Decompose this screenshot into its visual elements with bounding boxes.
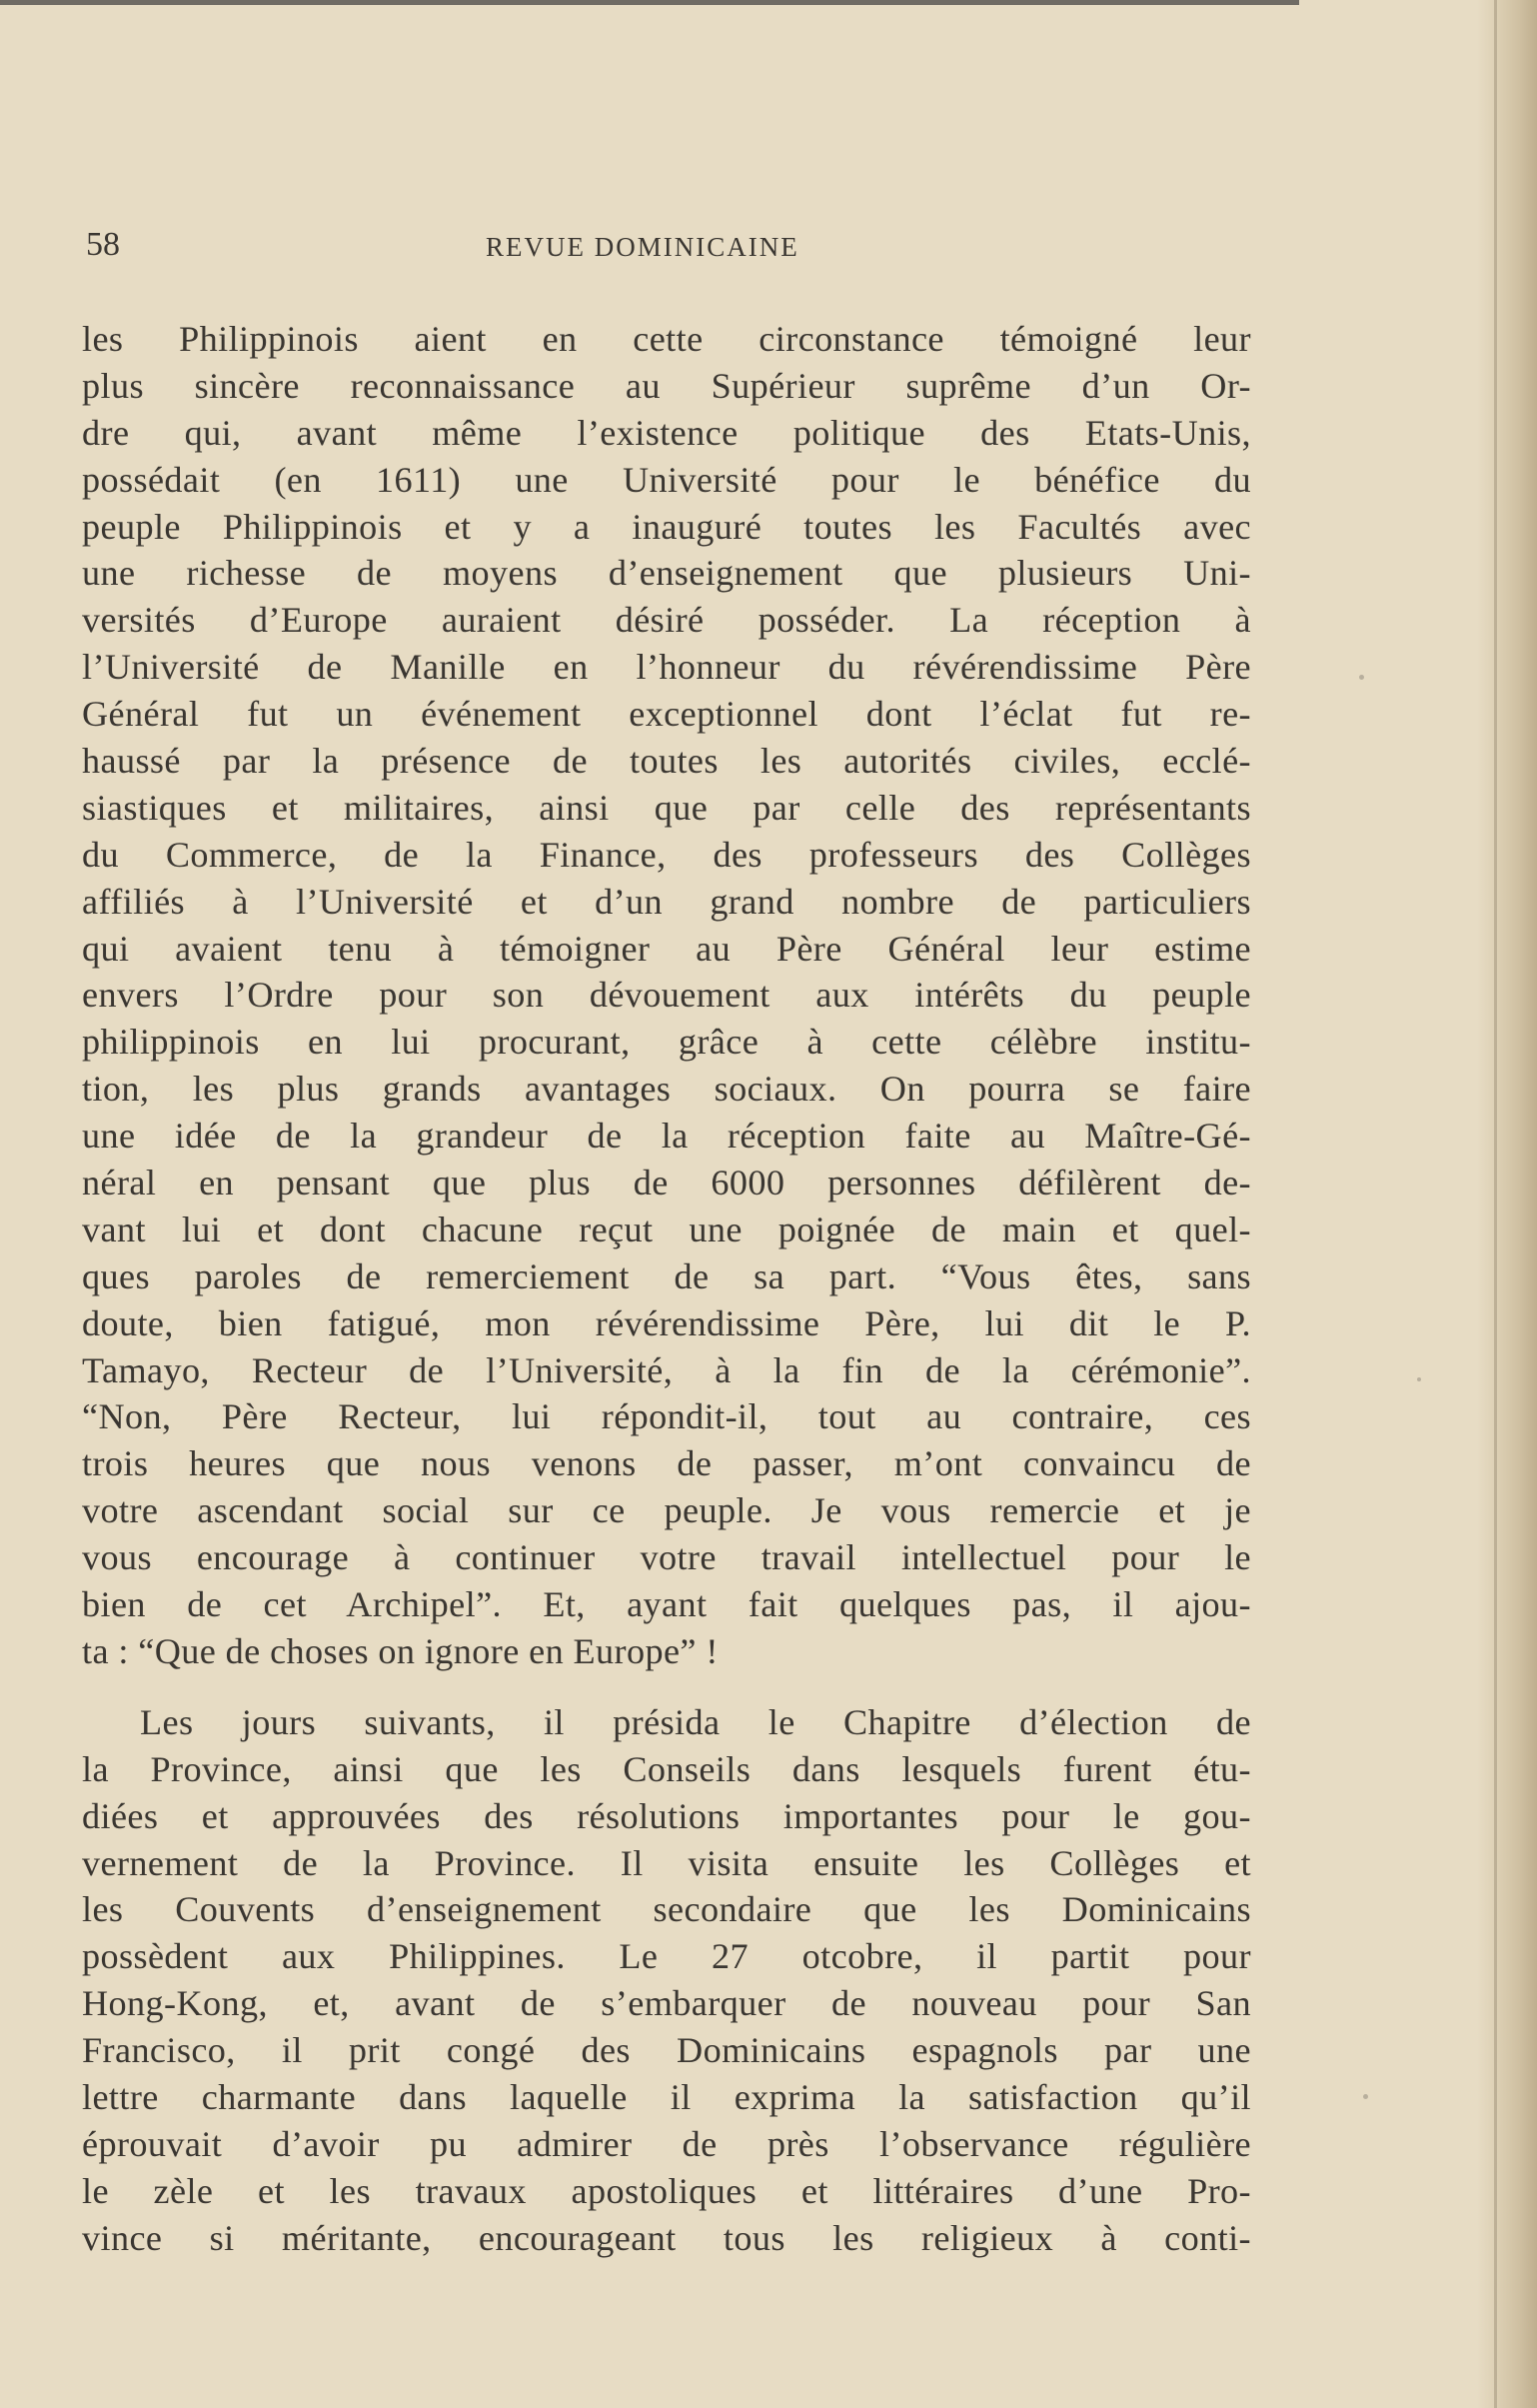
running-title: REVUE DOMINICAINE: [486, 232, 799, 262]
text-line: vernement de la Province. Il visita ensuite les Collèges et: [82, 1842, 1251, 1883]
text-line: une richesse de moyens d’enseignement que plusieurs Uni-: [82, 553, 1251, 594]
text-line: éprouvait d’avoir pu admirer de près l’observance régulière: [82, 2123, 1251, 2164]
text-line: votre ascendant social sur ce peuple. Je vous remercie et je: [82, 1490, 1251, 1531]
binding-edge-line: [1494, 0, 1497, 2408]
text-line: Général fut un événement exceptionnel dont l’éclat fut re-: [82, 694, 1251, 735]
text-line: “Non, Père Recteur, lui répondit-il, tout au contraire, ces: [82, 1396, 1251, 1437]
text-line: Tamayo, Recteur de l’Université, à la fin de la cérémonie”.: [82, 1349, 1251, 1390]
text-line: diées et approuvées des résolutions importantes pour le gou-: [82, 1795, 1251, 1836]
text-line: possèdent aux Philippines. Le 27 otcobre, il partit pour: [82, 1936, 1251, 1977]
ink-speck: [1359, 675, 1364, 680]
page-body: [82, 316, 1251, 2262]
text-line: du Commerce, de la Finance, des professeurs des Collèges: [82, 834, 1251, 875]
paragraph-gap: [82, 1675, 1251, 1699]
text-line: affiliés à l’Université et d’un grand nombre de particuliers: [82, 881, 1251, 922]
text-line: Les jours suivants, il présida le Chapitre d’élection de: [140, 1701, 1251, 1742]
text-line: vous encourage à continuer votre travail intellectuel pour le: [82, 1537, 1251, 1578]
text-line: possédait (en 1611) une Université pour le bénéfice du: [82, 459, 1251, 500]
text-line: plus sincère reconnaissance au Supérieur suprême d’un Or-: [82, 365, 1251, 406]
paragraph: [82, 316, 1251, 1675]
text-line: doute, bien fatigué, mon révérendissime Père, lui dit le P.: [82, 1302, 1251, 1343]
text-line: qui avaient tenu à témoigner au Père Général leur estime: [82, 928, 1251, 969]
top-rule: [0, 0, 1299, 5]
text-line: dre qui, avant même l’existence politique des Etats-Unis,: [82, 412, 1251, 453]
text-line: vant lui et dont chacune reçut une poignée de main et quel-: [82, 1208, 1251, 1249]
text-line: l’Université de Manille en l’honneur du révérendissime Père: [82, 647, 1251, 688]
text-line: le zèle et les travaux apostoliques et littéraires d’une Pro-: [82, 2170, 1251, 2211]
text-line: vince si méritante, encourageant tous les religieux à conti-: [82, 2217, 1251, 2258]
text-line: Francisco, il prit congé des Dominicains espagnols par une: [82, 2030, 1251, 2071]
text-line: ta : “Que de choses on ignore en Europe” !: [82, 1630, 719, 1671]
ink-speck: [1363, 2094, 1368, 2099]
page-header: [86, 226, 1255, 276]
text-line: peuple Philippinois et y a inauguré toutes les Facultés avec: [82, 506, 1251, 547]
text-line: une idée de la grandeur de la réception faite au Maître-Gé-: [82, 1116, 1251, 1157]
text-line: versités d’Europe auraient désiré posséder. La réception à: [82, 600, 1251, 641]
page-number: 58: [86, 226, 120, 263]
text-line: ques paroles de remerciement de sa part. “Vous êtes, sans: [82, 1255, 1251, 1296]
page-edge-shadow: [1477, 0, 1537, 2408]
text-line: les Philippinois aient en cette circonstance témoigné leur: [82, 319, 1251, 359]
text-line: trois heures que nous venons de passer, m’ont convaincu de: [82, 1443, 1251, 1484]
ink-speck: [1417, 1377, 1421, 1381]
text-line: haussé par la présence de toutes les autorités civiles, ecclé-: [82, 741, 1251, 782]
paragraph: [82, 1699, 1251, 2262]
text-line: la Province, ainsi que les Conseils dans lesquels furent étu-: [82, 1748, 1251, 1789]
text-line: philippinois en lui procurant, grâce à cette célèbre institu-: [82, 1022, 1251, 1063]
text-line: siastiques et militaires, ainsi que par celle des représentants: [82, 787, 1251, 828]
text-line: lettre charmante dans laquelle il exprima la satisfaction qu’il: [82, 2076, 1251, 2117]
text-line: les Couvents d’enseignement secondaire que les Dominicains: [82, 1889, 1251, 1930]
text-line: envers l’Ordre pour son dévouement aux intérêts du peuple: [82, 975, 1251, 1016]
text-line: bien de cet Archipel”. Et, ayant fait quelques pas, il ajou-: [82, 1584, 1251, 1625]
text-line: néral en pensant que plus de 6000 personnes défilèrent de-: [82, 1163, 1251, 1204]
text-line: tion, les plus grands avantages sociaux. On pourra se faire: [82, 1069, 1251, 1110]
text-line: Hong-Kong, et, avant de s’embarquer de nouveau pour San: [82, 1983, 1251, 2024]
